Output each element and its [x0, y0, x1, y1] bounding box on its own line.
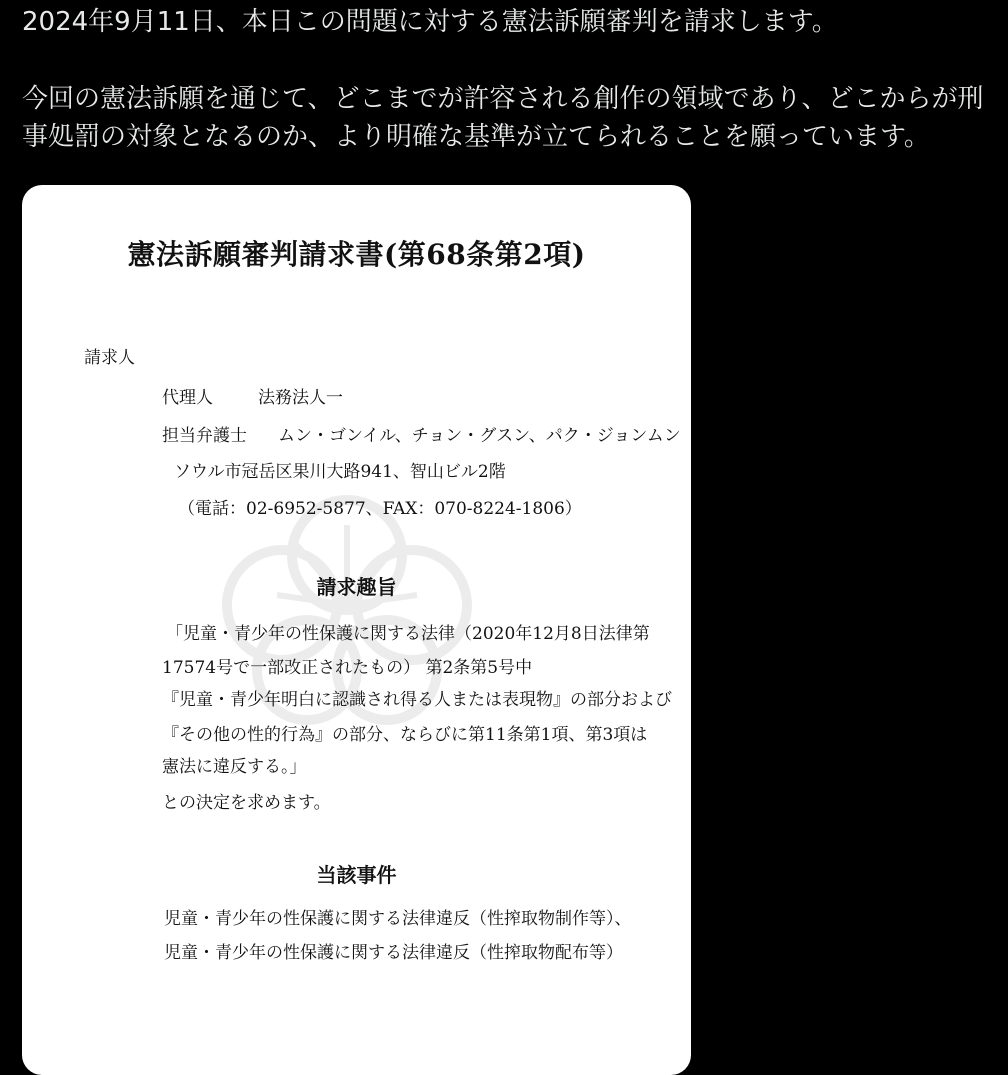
- case-line: 児童・青少年の性保護に関する法律違反（性搾取物配布等）: [164, 943, 623, 963]
- purpose-line: 憲法に違反する。」: [162, 757, 307, 777]
- document-image[interactable]: [22, 185, 691, 1075]
- purpose-line: 『その他の性的行為』の部分、ならびに第11条第1項、第3項は: [162, 725, 648, 745]
- purpose-line: との決定を求めます。: [162, 793, 331, 813]
- document-title: 憲法訴願審判請求書(第68条第2項): [127, 238, 586, 271]
- claimant-label: 請求人: [84, 348, 135, 368]
- lawyer-label: 担当弁護士: [162, 426, 247, 446]
- purpose-heading: 請求趣旨: [316, 575, 397, 599]
- post-paragraph-1: 2024年9月11日、本日この問題に対する憲法訴願審判を請求します。: [22, 7, 838, 37]
- agent-label: 代理人: [162, 388, 213, 408]
- address: ソウル市冠岳区果川大路941、智山ビル2階: [174, 462, 506, 482]
- case-line: 児童・青少年の性保護に関する法律違反（性搾取物制作等）、: [164, 909, 632, 929]
- post-paragraph-2: 今回の憲法訴願を通じて、どこまでが許容される創作の領域であり、どこからが刑事処罰の対象となるのか、より明確な基準が立てられることを願っています。: [22, 84, 984, 152]
- lawyer-names: ムン・ゴンイル、チョン・グスン、パク・ジョンムン: [278, 426, 681, 446]
- purpose-line: 「児童・青少年の性保護に関する法律（2020年12月8日法律第: [166, 624, 650, 644]
- case-heading: 当該事件: [316, 863, 397, 887]
- agent-name: 法務法人一: [258, 388, 343, 408]
- purpose-line: 『児童・青少年明白に認識され得る人または表現物』の部分および: [162, 690, 672, 710]
- contact-info: （電話：02-6952-5877、FAX：070-8224-1806）: [178, 499, 582, 519]
- purpose-line: 17574号で一部改正されたもの） 第2条第5号中: [162, 658, 533, 678]
